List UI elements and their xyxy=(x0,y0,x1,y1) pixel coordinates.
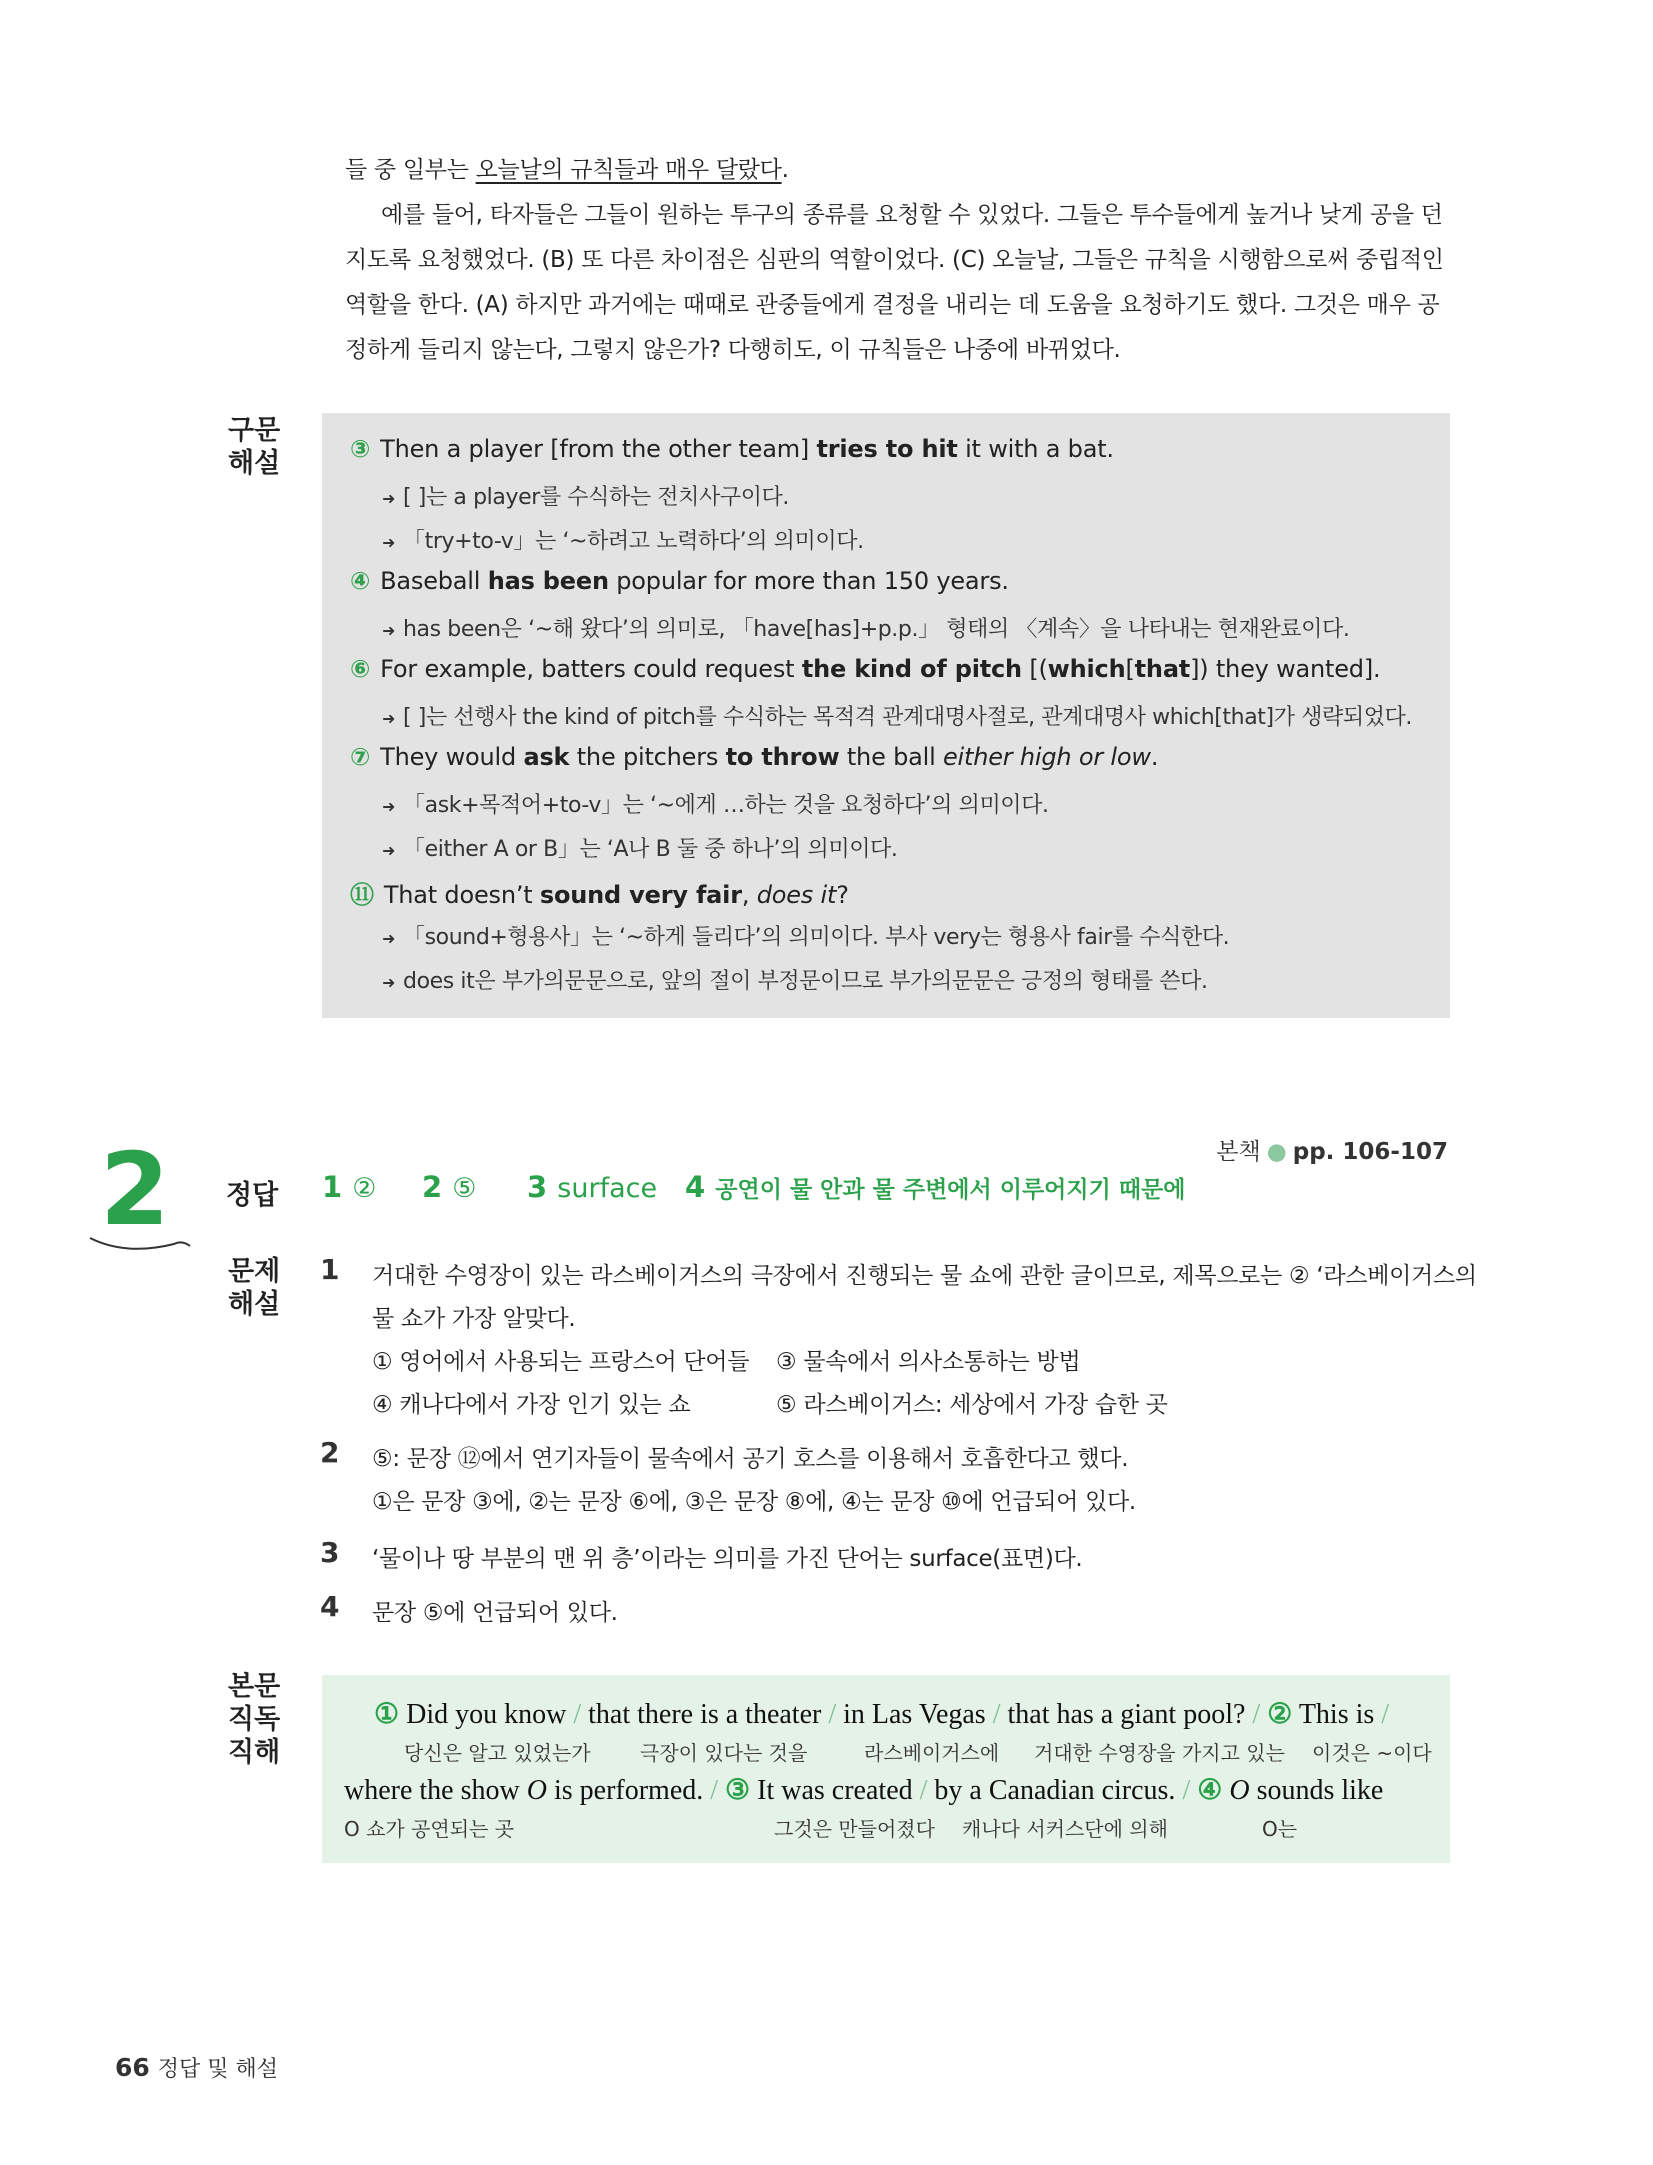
translation-paragraph xyxy=(345,148,1455,373)
explanation-text: ①은 문장 ③에, ②는 문장 ⑥에, ③은 문장 ⑧에, ④는 문장 ⑩에 언급되어 있다. xyxy=(372,1489,1136,1515)
underlined-text: 오늘날의 규칙들과 매우 달랐다 xyxy=(475,157,782,183)
label-line: 해설 xyxy=(228,1289,281,1320)
answer-value: 공연이 물 안과 물 주변에서 이루어지기 때문에 xyxy=(715,1177,1186,1203)
sentence-text: ? xyxy=(836,881,849,909)
slash-separator: / xyxy=(710,1775,719,1806)
answer-1 xyxy=(322,1170,377,1204)
reading-label xyxy=(228,1670,280,1769)
sentence-text: [ xyxy=(1125,655,1135,683)
sentence-text: That doesn’t xyxy=(383,881,540,909)
explanation-text: ‘물이나 땅 부분의 맨 위 층’이라는 의미를 가진 단어는 surface(표면)다. xyxy=(372,1546,1083,1572)
option: ⑤ 라스베이거스: 세상에서 가장 습한 곳 xyxy=(776,1392,1168,1418)
sentence-text: For example, batters could request xyxy=(380,655,802,683)
sentence-bold: which xyxy=(1047,655,1126,683)
sentence-bold: sound very fair xyxy=(539,881,742,909)
option: ④ 캐나다에서 가장 인기 있는 쇼 xyxy=(372,1392,691,1418)
slash-separator: / xyxy=(992,1699,1001,1730)
answer-value: ② xyxy=(352,1173,377,1204)
explanation-text: ⑤: 문장 ⑫에서 연기자들이 물속에서 공기 호스를 이용해서 호흡한다고 했다. xyxy=(372,1446,1129,1472)
label-line: 해설 xyxy=(228,448,281,479)
note xyxy=(382,612,1349,643)
answer-number: 4 xyxy=(685,1170,706,1204)
sentence-text: popular for more than 150 years. xyxy=(608,567,1009,595)
sentence-italic: does it xyxy=(756,881,837,909)
chunk: It was created xyxy=(757,1775,913,1806)
chunk-italic: O xyxy=(1229,1775,1250,1806)
arrow-icon: ➜ xyxy=(382,621,396,640)
footer-label: 정답 및 해설 xyxy=(157,2057,279,2082)
option: ① 영어에서 사용되는 프랑스어 단어들 xyxy=(372,1349,750,1375)
chunk: Did you know xyxy=(406,1699,567,1730)
bullet-dot-icon: ● xyxy=(1266,1139,1287,1165)
note-text: does it은 부가의문문으로, 앞의 절이 부정문이므로 부가의문문은 긍정의 형태를 쓴다. xyxy=(403,969,1208,994)
note xyxy=(382,700,1412,731)
sentence-text: . xyxy=(1150,743,1159,771)
translation-line-1 xyxy=(345,148,1455,193)
question-number: 2 xyxy=(320,1436,340,1469)
note-text: 「try+to-v」는 ‘~하려고 노력하다’의 의미이다. xyxy=(403,529,864,554)
chunk: that has a giant pool? xyxy=(1007,1699,1246,1730)
page-number: 66 xyxy=(115,2053,150,2082)
arrow-icon: ➜ xyxy=(382,489,396,508)
sentence-text: They would xyxy=(380,743,524,771)
gloss: 당신은 알고 있었는가 xyxy=(404,1741,591,1765)
sentence-text: it with a bat. xyxy=(957,435,1114,463)
note-text: 「either A or B」는 ‘A나 B 둘 중 하나’의 의미이다. xyxy=(403,837,898,862)
translation-text: . xyxy=(781,157,789,183)
note-text: 「sound+형용사」는 ‘~하게 들리다’의 의미이다. 부사 very는 형용사 fair를 수식한다. xyxy=(403,925,1230,950)
page-ref-label: 본책 xyxy=(1216,1139,1261,1165)
chunk: This is xyxy=(1298,1699,1375,1730)
sentence-bold: to throw xyxy=(725,743,840,771)
answer-number: 1 xyxy=(322,1170,343,1204)
slash-separator: / xyxy=(1182,1775,1191,1806)
sentence-bold: tries to hit xyxy=(816,435,958,463)
gloss: 캐나다 서커스단에 의해 xyxy=(962,1817,1168,1841)
translation-text: 들 중 일부는 xyxy=(345,157,476,183)
sentence-text: , xyxy=(741,881,757,909)
sentence-number: ① xyxy=(374,1699,400,1730)
answer-number: 3 xyxy=(527,1170,548,1204)
section-number: 2 xyxy=(100,1131,170,1248)
sentence-bold: the kind of pitch xyxy=(801,655,1022,683)
label-line: 직독 xyxy=(228,1704,281,1735)
page-footer xyxy=(115,2052,278,2083)
note xyxy=(382,964,1208,995)
sentence-text: ]) they wanted]. xyxy=(1190,655,1381,683)
slash-separator: / xyxy=(828,1699,837,1730)
sentence-text: Then a player [from the other team] xyxy=(380,435,817,463)
page-ref-pages: pp. 106-107 xyxy=(1292,1139,1448,1165)
chunk-italic: O xyxy=(526,1775,547,1806)
sentence-number: ④ xyxy=(1197,1775,1223,1806)
question-number: 4 xyxy=(320,1590,340,1623)
sentence-6 xyxy=(350,655,1380,683)
sentence-text: Baseball xyxy=(380,567,488,595)
note-text: [ ]는 선행사 the kind of pitch를 수식하는 목적격 관계대명사절로, 관계대명사 which[that]가 생략되었다. xyxy=(403,705,1412,730)
sentence-number: ③ xyxy=(350,435,371,463)
grammar-explanation-box xyxy=(322,413,1450,1018)
sentence-11 xyxy=(350,875,849,910)
question-number: 1 xyxy=(320,1253,340,1286)
label-line: 문제 xyxy=(228,1256,281,1287)
reading-line-2 xyxy=(344,1773,1383,1807)
note xyxy=(382,788,1049,819)
gloss: 이것은 ~이다 xyxy=(1312,1741,1432,1765)
arrow-icon: ➜ xyxy=(382,797,396,816)
note xyxy=(382,524,864,555)
slash-separator: / xyxy=(1252,1699,1261,1730)
sentence-text: the ball xyxy=(839,743,943,771)
label-line: 구문 xyxy=(228,415,281,446)
answer-2 xyxy=(422,1170,477,1204)
note xyxy=(382,920,1229,951)
gloss: O 쇼가 공연되는 곳 xyxy=(344,1817,515,1841)
explanation-text: 거대한 수영장이 있는 라스베이거스의 극장에서 진행되는 물 쇼에 관한 글이므로, 제목으로는 ② ‘라스베이거스의 xyxy=(372,1263,1477,1289)
sentence-number: ④ xyxy=(350,567,371,595)
page-reference xyxy=(1216,1133,1448,1166)
gloss: 거대한 수영장을 가지고 있는 xyxy=(1034,1741,1285,1765)
note-text: [ ]는 a player를 수식하는 전치사구이다. xyxy=(403,485,790,510)
sentence-4 xyxy=(350,567,1009,595)
sentence-italic: either high or low xyxy=(942,743,1151,771)
sentence-3 xyxy=(350,435,1114,463)
label-line: 본문 xyxy=(228,1671,281,1702)
note-text: has been은 ‘~해 왔다’의 의미로, 「have[has]+p.p.」 형태의 〈계속〉을 나타내는 현재완료이다. xyxy=(403,617,1350,642)
question-number: 3 xyxy=(320,1536,340,1569)
slash-separator: / xyxy=(1381,1699,1390,1730)
arrow-icon: ➜ xyxy=(382,841,396,860)
chunk: by a Canadian circus. xyxy=(934,1775,1176,1806)
sentence-bold: ask xyxy=(523,743,570,771)
sentence-number: ⑥ xyxy=(350,655,371,683)
sentence-number: ③ xyxy=(725,1775,751,1806)
arrow-icon: ➜ xyxy=(382,709,396,728)
arrow-icon: ➜ xyxy=(382,929,396,948)
gloss: 극장이 있다는 것을 xyxy=(640,1741,808,1765)
answer-value: surface xyxy=(557,1173,658,1204)
sentence-number: ② xyxy=(1267,1699,1293,1730)
sentence-7 xyxy=(350,743,1158,771)
explanation-label xyxy=(228,1255,280,1321)
note xyxy=(382,480,789,511)
label-line: 직해 xyxy=(228,1737,281,1768)
gloss: 그것은 만들어졌다 xyxy=(774,1817,935,1841)
chunk: in Las Vegas xyxy=(843,1699,986,1730)
arrow-icon: ➜ xyxy=(382,533,396,552)
note-text: 「ask+목적어+to-v」는 ‘~에게 …하는 것을 요청하다’의 의미이다. xyxy=(403,793,1049,818)
sentence-number: ⑦ xyxy=(350,743,371,771)
slash-separator: / xyxy=(919,1775,928,1806)
gloss: 라스베이거스에 xyxy=(864,1741,1000,1765)
grammar-label xyxy=(228,414,280,480)
sentence-bold: has been xyxy=(487,567,609,595)
chunk: is performed. xyxy=(546,1775,704,1806)
sentence-bold: that xyxy=(1134,655,1191,683)
answer-label: 정답 xyxy=(226,1180,279,1211)
arrow-icon: ➜ xyxy=(382,973,396,992)
sentence-text: [( xyxy=(1021,655,1048,683)
explanation-text: 물 쇼가 가장 알맞다. xyxy=(372,1306,576,1332)
answer-number: 2 xyxy=(422,1170,443,1204)
translation-body: 예를 들어, 타자들은 그들이 원하는 투구의 종류를 요청할 수 있었다. 그들은 투수들에게 높거나 낮게 공을 던지도록 요청했었다. (B) 또 다른 차이점은 심판의 역할이었다. (C) 오늘날, 그들은 규칙을 시행함으로써 중립적인 역할을 한다. (A) 하지만 과거에는 때때로 관중들에게 결정을 내리는 데 도움을 요청하기도 했다. 그것은 매우 공정하게 들리지 않는다, 그렇지 않은가? 다행히도, 이 규칙들은 나중에 바뀌었다. xyxy=(345,202,1444,363)
direct-reading-box xyxy=(322,1675,1450,1863)
slash-separator: / xyxy=(573,1699,582,1730)
answer-3 xyxy=(527,1170,657,1204)
gloss: O는 xyxy=(1262,1817,1298,1841)
sentence-number: ⑪ xyxy=(350,881,374,909)
sentence-text: the pitchers xyxy=(569,743,726,771)
reading-line-1 xyxy=(374,1697,1389,1731)
chunk: that there is a theater xyxy=(588,1699,822,1730)
chunk: where the show xyxy=(344,1775,527,1806)
explanation-text: 문장 ⑤에 언급되어 있다. xyxy=(372,1600,618,1626)
answer-4 xyxy=(685,1170,1185,1204)
answer-value: ⑤ xyxy=(452,1173,477,1204)
option: ③ 물속에서 의사소통하는 방법 xyxy=(776,1349,1081,1375)
swoosh-decoration xyxy=(86,1232,196,1262)
note xyxy=(382,832,898,863)
chunk: sounds like xyxy=(1249,1775,1384,1806)
